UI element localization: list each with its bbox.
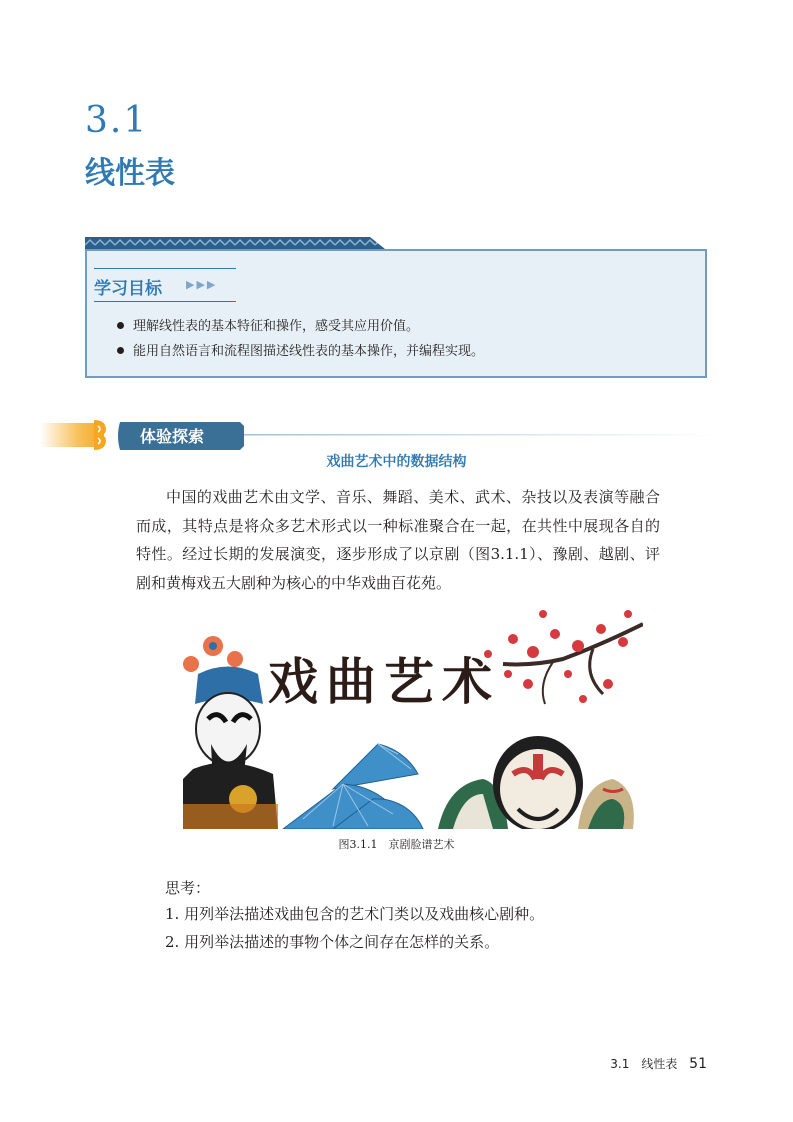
think-heading: 思考： bbox=[165, 879, 211, 897]
goal-item: 能用自然语言和流程图描述线性表的基本操作，并编程实现。 bbox=[133, 344, 485, 359]
learning-goals-header bbox=[94, 268, 236, 302]
figure-banner-text: 戏曲艺术 bbox=[268, 652, 500, 711]
bullet-icon bbox=[117, 347, 124, 354]
bullet-icon bbox=[117, 322, 124, 329]
section-number: 3.1 bbox=[85, 100, 149, 141]
page-number: 51 bbox=[689, 1056, 707, 1072]
page-footer bbox=[610, 1055, 707, 1072]
opera-mask-illustration bbox=[183, 604, 643, 829]
think-item: 2. 用列举法描述的事物个体之间存在怎样的关系。 bbox=[165, 933, 500, 951]
goal-header-band bbox=[85, 237, 385, 249]
footer-section-label: 3.1 线性表 bbox=[610, 1057, 678, 1071]
explore-label: 体验探索 bbox=[140, 427, 205, 446]
figure-caption: 图3.1.1 京剧脸谱艺术 bbox=[338, 838, 455, 851]
subsection-title: 戏曲艺术中的数据结构 bbox=[326, 454, 467, 470]
goal-item: 理解线性表的基本特征和操作，感受其应用价值。 bbox=[133, 319, 420, 334]
section-title: 线性表 bbox=[85, 156, 175, 191]
body-paragraph: 中国的戏曲艺术由文学、音乐、舞蹈、美术、武术、杂技以及表演等融合而成，其特点是将众多艺术形式以一种标准聚合在一起，在共性中展现各自的特性。经过长期的发展演变，逐步形成了以京剧（图3.1.1）、豫剧、越剧、评剧和黄梅戏五大剧种为核心的中华戏曲百花苑。 bbox=[136, 488, 660, 592]
arrows-icon: ▶▶▶ bbox=[186, 278, 218, 291]
think-item: 1. 用列举法描述戏曲包含的艺术门类以及戏曲核心剧种。 bbox=[165, 905, 545, 923]
learning-goals-title: 学习目标 bbox=[94, 279, 162, 299]
